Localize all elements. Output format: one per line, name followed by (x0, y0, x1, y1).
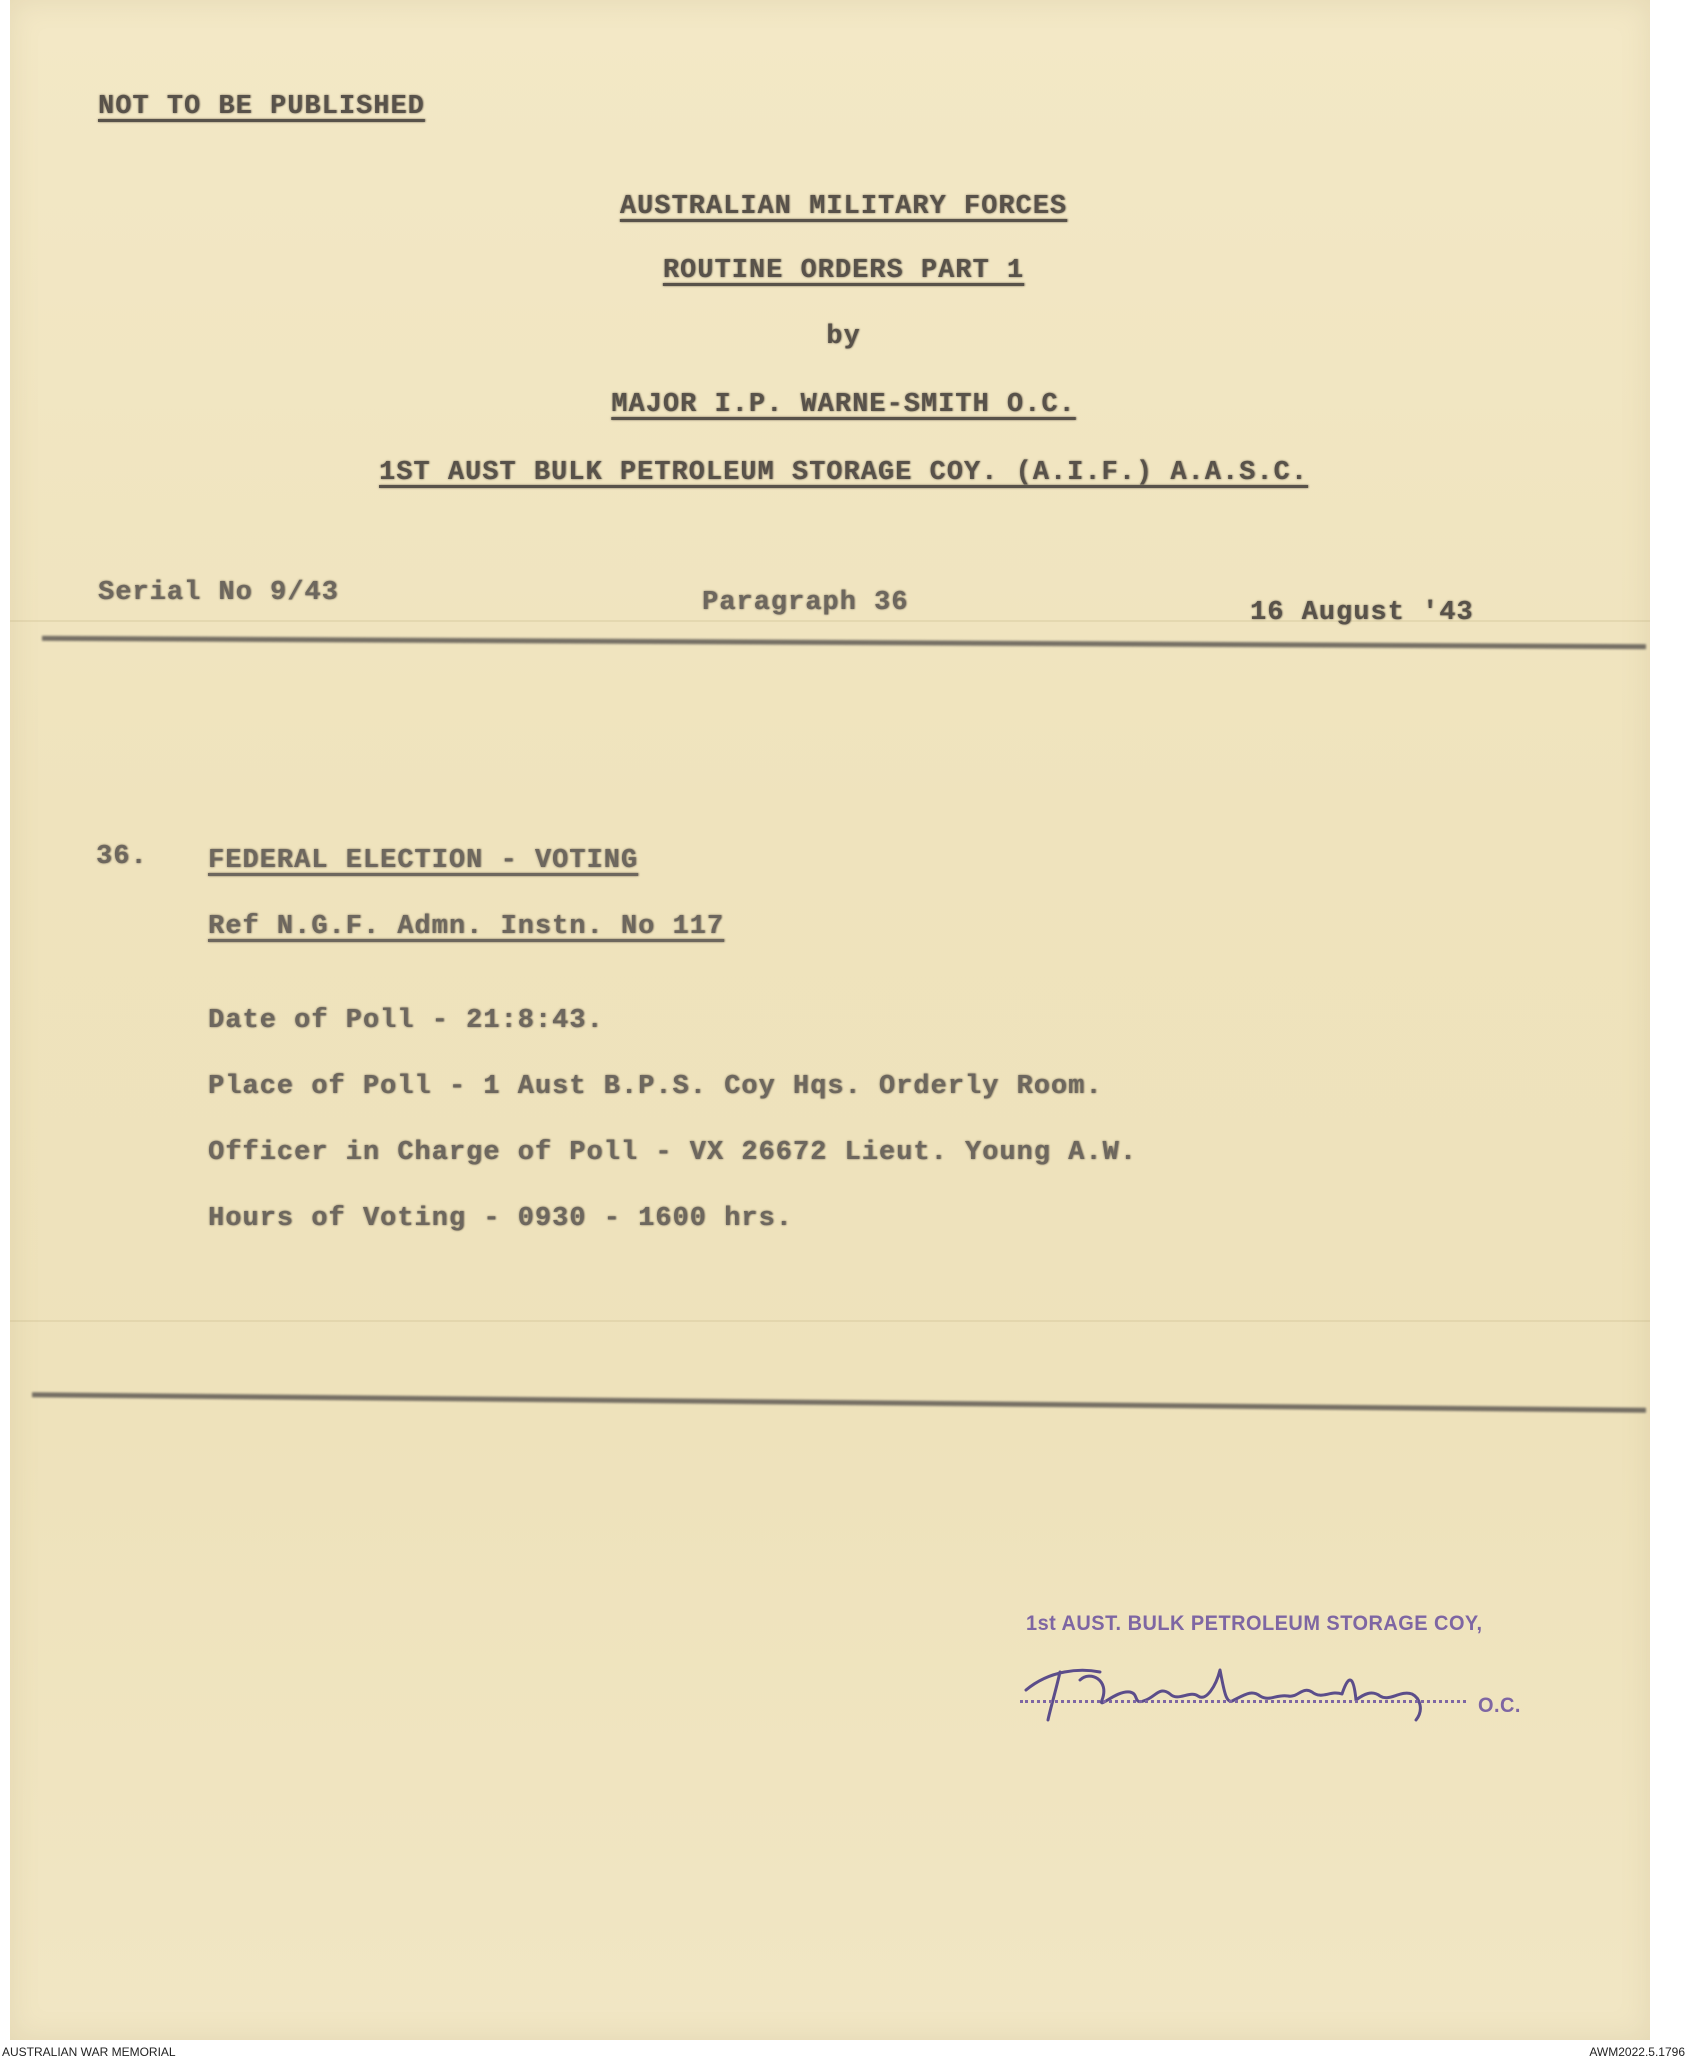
unit-stamp: 1st AUST. BULK PETROLEUM STORAGE COY, (1026, 1612, 1483, 1635)
voting-hours: Hours of Voting - 0930 - 1600 hrs. (208, 1204, 793, 1234)
by-line: by (826, 322, 861, 352)
item-number: 36. (96, 842, 148, 872)
archive-credit: AUSTRALIAN WAR MEMORIAL (2, 2045, 176, 2059)
unit-name: 1ST AUST BULK PETROLEUM STORAGE COY. (A.I.F.) A.A.S.C. (379, 458, 1308, 488)
serial-number: Serial No 9/43 (98, 578, 339, 608)
document-subtitle: ROUTINE ORDERS PART 1 (662, 256, 1025, 286)
order-date: 16 August '43 (1250, 598, 1474, 628)
archive-accession-number: AWM2022.5.1796 (1589, 2045, 1685, 2059)
issuing-officer: MAJOR I.P. WARNE-SMITH O.C. (611, 390, 1076, 420)
item-reference: Ref N.G.F. Admn. Instn. No 117 (208, 912, 725, 942)
document-title: AUSTRALIAN MILITARY FORCES (619, 192, 1068, 222)
restriction-notice: NOT TO BE PUBLISHED (98, 92, 425, 122)
officer-role-label: O.C. (1478, 1694, 1521, 1717)
paper-fold (10, 1320, 1650, 1322)
paragraph-number: Paragraph 36 (702, 588, 909, 618)
poll-date: Date of Poll - 21:8:43. (208, 1006, 604, 1036)
signature-line (1020, 1700, 1466, 1703)
poll-officer: Officer in Charge of Poll - VX 26672 Lieut. Young A.W. (208, 1138, 1137, 1168)
poll-place: Place of Poll - 1 Aust B.P.S. Coy Hqs. Orderly Room. (208, 1072, 1103, 1102)
officer-signature (1020, 1650, 1460, 1730)
item-heading: FEDERAL ELECTION - VOTING (208, 846, 639, 876)
